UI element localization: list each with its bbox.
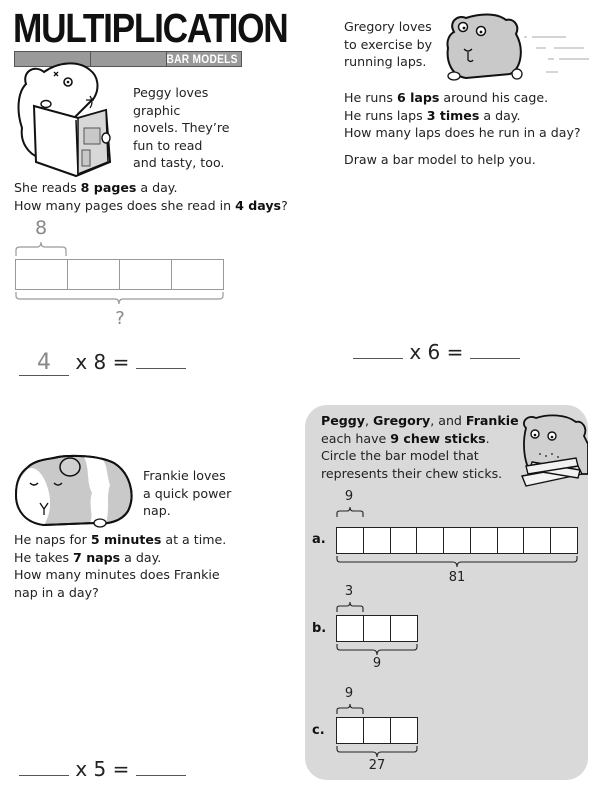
bar-cell xyxy=(391,718,417,743)
part-label xyxy=(338,489,360,505)
chew-panel-line3: Circle the bar model that xyxy=(321,448,479,464)
worksheet-subtitle: BAR MODELS xyxy=(166,52,238,66)
bar-cell xyxy=(391,528,418,553)
part-label: 8 xyxy=(34,217,48,239)
part-label: 3 xyxy=(344,584,354,599)
option-letter: c. xyxy=(312,723,325,738)
answer-blank[interactable] xyxy=(353,358,403,359)
frankie-question-line3: How many minutes does Frankie xyxy=(14,567,220,583)
bar-cell xyxy=(471,528,498,553)
chewing-guinea-pig-illustration xyxy=(518,414,588,494)
text: She reads xyxy=(14,180,81,195)
peggy-bar-model xyxy=(15,218,224,333)
name-gregory: Gregory xyxy=(373,413,431,428)
text: ? xyxy=(281,197,288,213)
text: He runs laps xyxy=(344,107,427,123)
bar-model-strip xyxy=(336,527,578,554)
bar-model-option-c[interactable] xyxy=(312,686,432,778)
bar-model-strip xyxy=(336,717,418,744)
gregory-intro xyxy=(344,18,432,71)
peggy-intro-line: novels. They’re xyxy=(133,120,230,136)
gregory-question xyxy=(344,89,581,142)
text: He runs xyxy=(344,90,397,105)
part-brace xyxy=(336,702,366,716)
answer-blank-filled[interactable]: 4 xyxy=(19,350,69,376)
bar-model-strip xyxy=(336,615,418,642)
gregory-intro-line: Gregory loves xyxy=(344,19,432,34)
bar-model-option-a[interactable] xyxy=(312,489,582,589)
total-brace xyxy=(336,555,580,569)
total-brace xyxy=(15,291,226,307)
frankie-intro-line: a quick power xyxy=(143,485,232,501)
gregory-intro-line: running laps. xyxy=(344,54,427,70)
peggy-question-line2 xyxy=(14,197,288,215)
text: , and xyxy=(430,413,466,428)
answer-blank[interactable] xyxy=(470,358,520,359)
part-brace xyxy=(336,505,366,519)
bold-text: 3 times xyxy=(426,107,480,123)
total-label: 81 xyxy=(448,570,466,585)
bar-cell xyxy=(364,718,391,743)
peggy-equation xyxy=(19,350,186,376)
bar-cell xyxy=(337,718,364,743)
peggy-intro-line: fun to read xyxy=(133,137,203,153)
frankie-equation xyxy=(19,757,186,781)
bar-model-option-b[interactable] xyxy=(312,584,432,676)
frankie-question-line2 xyxy=(14,549,226,567)
option-letter: a. xyxy=(312,532,326,547)
part-label-text: 9 xyxy=(344,489,354,504)
equation-operator: x 5 = xyxy=(75,757,130,781)
gregory-equation xyxy=(353,340,520,364)
bar-cell xyxy=(364,528,391,553)
chew-panel-line2 xyxy=(321,430,519,448)
frankie-intro-line: nap. xyxy=(143,503,171,519)
text: , xyxy=(365,413,374,428)
bar-model-strip xyxy=(15,259,224,290)
answer-blank[interactable] xyxy=(136,368,186,369)
bar-cell xyxy=(68,260,120,289)
equation-operator: x 6 = xyxy=(409,340,464,364)
total-label: 27 xyxy=(368,758,386,773)
text: each have xyxy=(321,430,391,446)
answer-blank[interactable] xyxy=(136,775,186,776)
text: a day. xyxy=(120,549,162,565)
peggy-question xyxy=(14,179,288,214)
frankie-question-line4: nap in a day? xyxy=(14,584,99,600)
bar-cell xyxy=(524,528,551,553)
total-brace xyxy=(336,745,420,759)
text: . xyxy=(485,430,490,446)
bar-cell xyxy=(337,616,364,641)
part-brace xyxy=(336,600,366,614)
name-peggy: Peggy xyxy=(321,413,366,428)
bar-cell xyxy=(444,528,471,553)
chew-panel-line4: represents their chew sticks. xyxy=(321,465,503,481)
answer-blank[interactable] xyxy=(19,775,69,776)
peggy-intro-line: and tasty, too. xyxy=(133,155,225,171)
gregory-intro-line: to exercise by xyxy=(344,36,433,52)
part-label: 9 xyxy=(344,686,354,701)
text: a day. xyxy=(136,180,178,195)
frankie-question-line1 xyxy=(14,531,226,549)
peggy-reading-illustration xyxy=(14,58,114,178)
bar-cell xyxy=(120,260,172,289)
text: at a time. xyxy=(161,532,227,547)
total-label: ? xyxy=(115,308,125,329)
frankie-question xyxy=(14,531,226,601)
peggy-question-line1 xyxy=(14,179,288,197)
total-label: 9 xyxy=(372,656,382,671)
frankie-intro xyxy=(143,467,231,520)
bar-cell xyxy=(417,528,444,553)
bar-cell xyxy=(364,616,391,641)
bold-text: 8 pages xyxy=(80,180,137,195)
bar-cell xyxy=(337,528,364,553)
total-brace xyxy=(336,643,420,657)
part-brace xyxy=(15,238,68,258)
chew-panel-question xyxy=(321,412,519,482)
chew-panel-line1 xyxy=(321,412,519,430)
peggy-intro-line: Peggy loves xyxy=(133,85,209,100)
text: around his cage. xyxy=(439,90,549,105)
gregory-instruction: Draw a bar model to help you. xyxy=(344,152,536,167)
worksheet-title: MULTIPLICATION xyxy=(13,5,288,51)
bold-text: 7 naps xyxy=(73,549,121,565)
text: How many pages does she read in xyxy=(14,197,236,213)
bar-cell xyxy=(172,260,223,289)
bold-text: 9 chew sticks xyxy=(390,430,486,446)
text: He takes xyxy=(14,549,74,565)
bar-cell xyxy=(391,616,417,641)
gregory-question-line1 xyxy=(344,89,581,107)
option-letter: b. xyxy=(312,621,327,636)
bold-text: 6 laps xyxy=(396,90,440,105)
gregory-question-line3: How many laps does he run in a day? xyxy=(344,125,581,141)
name-frankie: Frankie xyxy=(465,413,519,428)
gregory-running-illustration xyxy=(444,12,594,84)
bar-cell xyxy=(498,528,525,553)
equation-operator: x 8 = xyxy=(75,350,130,374)
bar-cell xyxy=(551,528,577,553)
gregory-question-line2 xyxy=(344,107,581,125)
bold-text: 5 minutes xyxy=(90,532,162,547)
peggy-intro-line: graphic xyxy=(133,102,181,118)
text: a day. xyxy=(479,107,521,123)
bar-cell xyxy=(16,260,68,289)
text: He naps for xyxy=(14,532,91,547)
frankie-intro-line: Frankie loves xyxy=(143,468,226,483)
bold-text: 4 days xyxy=(235,197,282,213)
peggy-intro xyxy=(133,84,229,172)
frankie-sleeping-illustration xyxy=(14,453,136,528)
